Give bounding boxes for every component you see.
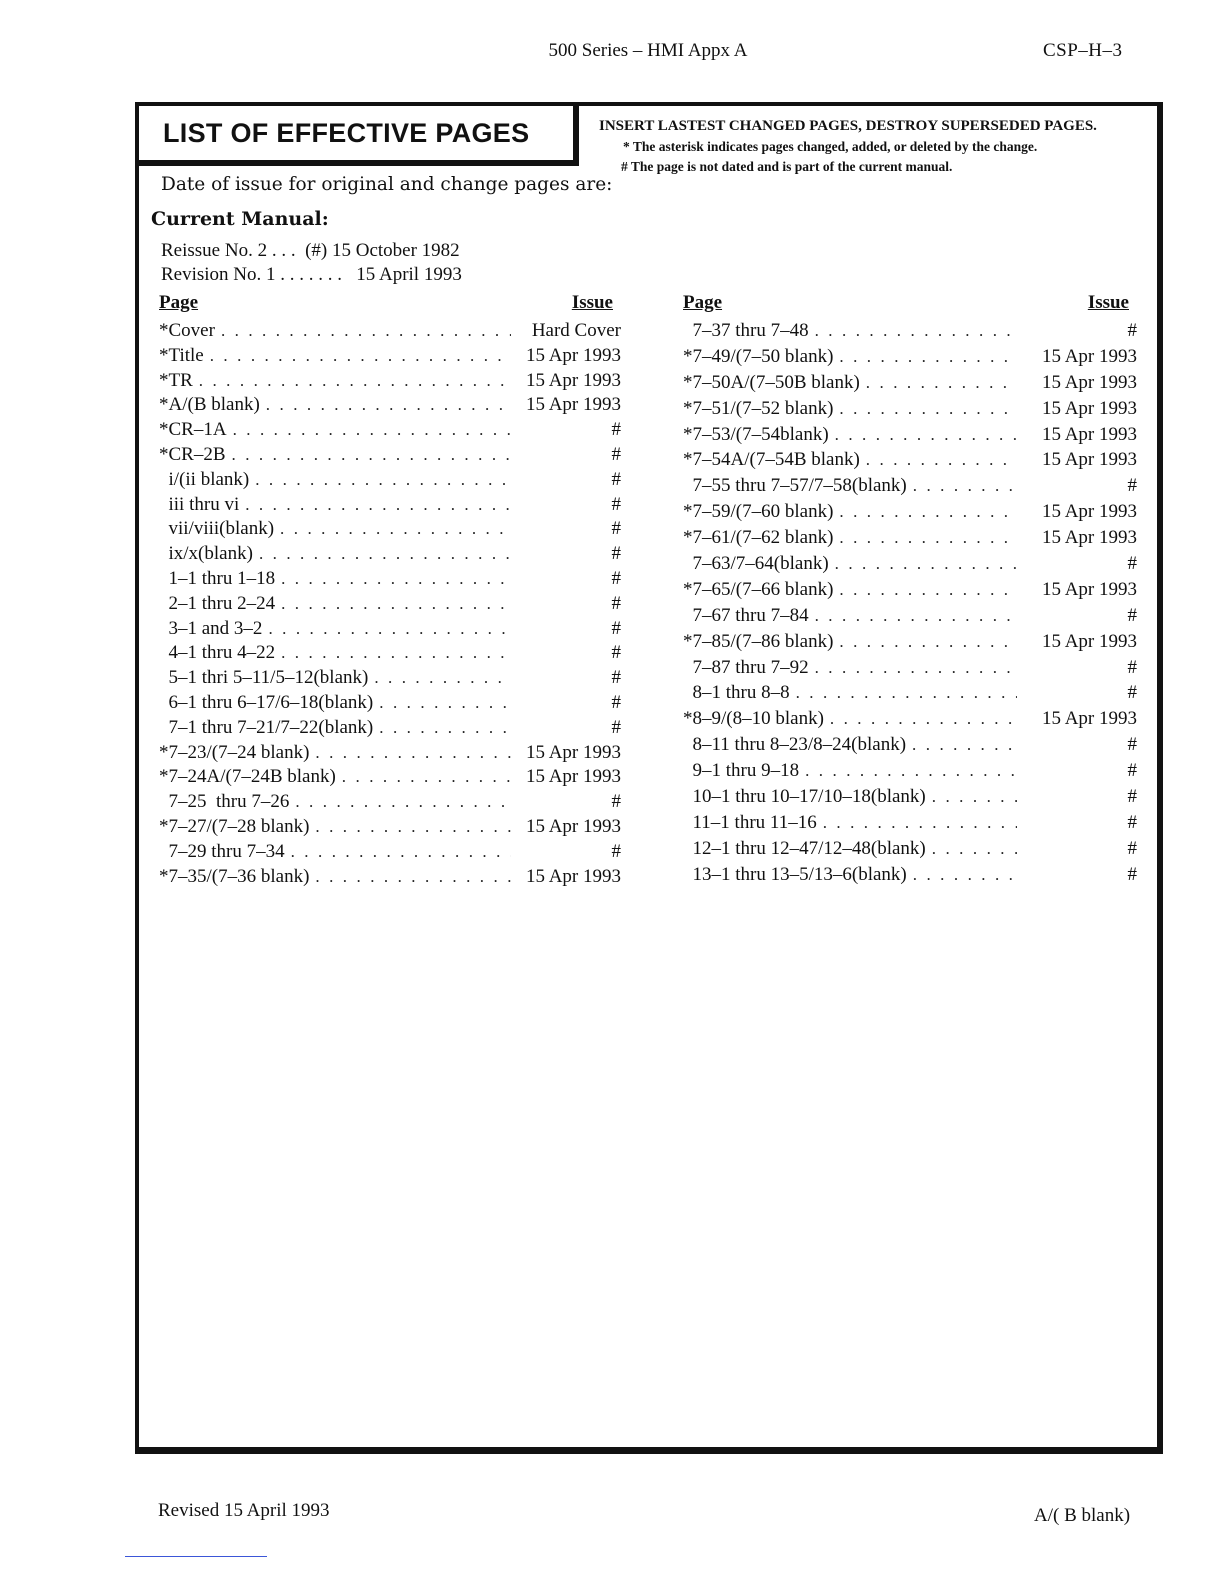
page-list-row bbox=[159, 370, 621, 395]
issue-date: 15 Apr 1993 bbox=[1042, 449, 1137, 471]
dot-leader bbox=[245, 495, 511, 515]
issue-date-text: Date of issue for original and change pages are: bbox=[161, 174, 613, 195]
notice-line-hash: # The page is not dated and is part of the current manual. bbox=[621, 159, 953, 174]
title-box bbox=[139, 106, 579, 166]
issue-date: # bbox=[611, 691, 621, 713]
page-list-row bbox=[683, 631, 1137, 657]
issue-date: # bbox=[1127, 475, 1137, 497]
page-range: 10–1 thru 10–17/10–18(blank) bbox=[683, 786, 926, 808]
dot-leader bbox=[932, 839, 1017, 859]
issue-date: # bbox=[611, 617, 621, 639]
dot-leader bbox=[839, 399, 1017, 419]
effective-pages-frame bbox=[135, 102, 1163, 1454]
page-list-row bbox=[683, 864, 1137, 890]
dot-leader bbox=[210, 346, 511, 366]
issue-date: # bbox=[611, 543, 621, 565]
dot-leader bbox=[259, 544, 511, 564]
dot-leader bbox=[291, 842, 511, 862]
page-range: *7–65/(7–66 blank) bbox=[683, 578, 834, 600]
dot-leader bbox=[281, 594, 511, 614]
dot-leader bbox=[233, 420, 511, 440]
issue-date: # bbox=[1127, 320, 1137, 341]
dot-leader bbox=[912, 735, 1017, 755]
page-list-row bbox=[159, 816, 621, 841]
notice-line-asterisk: * The asterisk indicates pages changed, added, or deleted by the change. bbox=[623, 139, 1038, 154]
issue-column-header: Issue bbox=[1087, 292, 1129, 313]
page-list-row bbox=[159, 642, 621, 667]
page-list-row bbox=[159, 667, 621, 692]
page-list-row bbox=[159, 320, 621, 345]
page-list-row bbox=[683, 605, 1137, 631]
footer-revised-date: Revised 15 April 1993 bbox=[158, 1500, 330, 1521]
page-list-row bbox=[683, 320, 1137, 346]
issue-date: # bbox=[1127, 863, 1137, 885]
page-range: *7–85/(7–86 blank) bbox=[683, 630, 834, 652]
page-list-row bbox=[683, 527, 1137, 553]
dot-leader bbox=[295, 792, 511, 812]
issue-date: # bbox=[1127, 604, 1137, 626]
issue-date: 15 Apr 1993 bbox=[1042, 630, 1137, 652]
page-range: 8–11 thru 8–23/8–24(blank) bbox=[683, 734, 907, 756]
right-rows bbox=[683, 320, 1137, 890]
issue-column-header: Issue bbox=[571, 292, 613, 313]
page-range: 12–1 thru 12–47/12–48(blank) bbox=[683, 837, 926, 859]
issue-date: 15 Apr 1993 bbox=[526, 865, 621, 887]
page-range: *7–53/(7–54blank) bbox=[683, 423, 829, 445]
page-range: *7–61/(7–62 blank) bbox=[683, 527, 834, 549]
footer-page-number: A/( B blank) bbox=[1034, 1505, 1131, 1526]
issue-date: # bbox=[1127, 837, 1137, 859]
page-list-row bbox=[159, 568, 621, 593]
running-header-title: 500 Series – HMI Appx A bbox=[548, 40, 748, 61]
page-list-row bbox=[159, 717, 621, 742]
issue-date: 15 Apr 1993 bbox=[526, 394, 621, 416]
left-column-header bbox=[159, 292, 621, 320]
page-list-row bbox=[683, 579, 1137, 605]
page-list-row bbox=[159, 469, 621, 494]
page-list-row bbox=[159, 742, 621, 767]
page-list-row bbox=[159, 419, 621, 444]
dot-leader bbox=[342, 767, 511, 787]
page-range: 7–87 thru 7–92 bbox=[683, 656, 809, 678]
issue-date: # bbox=[1127, 656, 1137, 678]
page-range: *CR–1A bbox=[159, 419, 227, 441]
dot-leader bbox=[232, 445, 511, 465]
page-range: *Cover bbox=[159, 320, 215, 341]
page-range: *7–23/(7–24 blank) bbox=[159, 741, 310, 763]
page-range: 4–1 thru 4–22 bbox=[159, 642, 276, 664]
page-list-row bbox=[683, 786, 1137, 812]
issue-date: # bbox=[611, 567, 621, 589]
dot-leader bbox=[835, 554, 1017, 574]
dot-leader bbox=[379, 718, 511, 738]
dot-leader bbox=[839, 632, 1017, 652]
issue-date: # bbox=[611, 716, 621, 738]
page-range: *A/(B blank) bbox=[159, 394, 260, 416]
page-range: *8–9/(8–10 blank) bbox=[683, 708, 824, 730]
issue-date: # bbox=[611, 493, 621, 515]
dot-leader bbox=[823, 813, 1017, 833]
page-list-row bbox=[159, 791, 621, 816]
issue-date: 15 Apr 1993 bbox=[1042, 397, 1137, 419]
page-list-row bbox=[159, 841, 621, 866]
page-range: ix/x(blank) bbox=[159, 543, 253, 565]
page-list-row bbox=[159, 394, 621, 419]
dot-leader bbox=[315, 743, 511, 763]
page-list-row bbox=[159, 692, 621, 717]
dot-leader bbox=[268, 619, 511, 639]
dot-leader bbox=[805, 761, 1017, 781]
dot-leader bbox=[315, 867, 511, 887]
page-range: *TR bbox=[159, 369, 193, 391]
issue-date: 15 Apr 1993 bbox=[1042, 423, 1137, 445]
dot-leader bbox=[830, 709, 1017, 729]
page-list-row bbox=[683, 682, 1137, 708]
page-range: vii/viii(blank) bbox=[159, 518, 275, 540]
page-list-row bbox=[159, 543, 621, 568]
left-page-list bbox=[159, 292, 621, 890]
right-page-list bbox=[683, 292, 1137, 890]
page-list-row bbox=[683, 475, 1137, 501]
dot-leader bbox=[315, 817, 511, 837]
issue-date: # bbox=[611, 642, 621, 664]
page-range: 7–25 thru 7–26 bbox=[159, 791, 290, 813]
issue-date: 15 Apr 1993 bbox=[1042, 578, 1137, 600]
dot-leader bbox=[839, 502, 1017, 522]
page-list-row bbox=[159, 593, 621, 618]
page-column-header: Page bbox=[159, 292, 199, 313]
dot-leader bbox=[932, 787, 1017, 807]
notice-line-insert: INSERT LASTEST CHANGED PAGES, DESTROY SUPERSEDED PAGES. bbox=[599, 118, 1097, 134]
dot-leader bbox=[280, 519, 511, 539]
dot-leader bbox=[835, 425, 1017, 445]
footer-rule bbox=[125, 1556, 267, 1557]
page-title: LIST OF EFFECTIVE PAGES bbox=[163, 117, 530, 148]
page-range: 13–1 thru 13–5/13–6(blank) bbox=[683, 863, 907, 885]
issue-date: 15 Apr 1993 bbox=[1042, 501, 1137, 523]
page-range: 6–1 thru 6–17/6–18(blank) bbox=[159, 691, 374, 713]
dot-leader bbox=[913, 865, 1017, 885]
page-list-row bbox=[683, 838, 1137, 864]
page-column-header: Page bbox=[683, 292, 723, 313]
issue-date: 15 Apr 1993 bbox=[1042, 527, 1137, 549]
issue-date: 15 Apr 1993 bbox=[526, 815, 621, 837]
issue-date: # bbox=[611, 840, 621, 862]
page-list-row bbox=[159, 518, 621, 543]
issue-date: 15 Apr 1993 bbox=[526, 741, 621, 763]
page-range: *7–59/(7–60 blank) bbox=[683, 501, 834, 523]
right-column-header bbox=[683, 292, 1137, 320]
page-list-row bbox=[683, 424, 1137, 450]
page-list-row bbox=[683, 449, 1137, 475]
page-range: 5–1 thri 5–11/5–12(blank) bbox=[159, 667, 369, 689]
page-range: *7–35/(7–36 blank) bbox=[159, 865, 310, 887]
issue-date: 15 Apr 1993 bbox=[1042, 708, 1137, 730]
dot-leader bbox=[281, 569, 511, 589]
page-range: 7–55 thru 7–57/7–58(blank) bbox=[683, 475, 907, 497]
page-range: 7–37 thru 7–48 bbox=[683, 320, 809, 341]
page-range: 7–29 thru 7–34 bbox=[159, 840, 285, 862]
page-list-row bbox=[683, 657, 1137, 683]
revision-line: Revision No. 1 . . . . . . . 15 April 1993 bbox=[161, 264, 462, 285]
issue-date: # bbox=[611, 791, 621, 813]
page-list-row bbox=[159, 618, 621, 643]
issue-date: # bbox=[611, 468, 621, 490]
issue-date: # bbox=[611, 592, 621, 614]
dot-leader bbox=[839, 528, 1017, 548]
page-list-row bbox=[159, 494, 621, 519]
page-list-row bbox=[159, 766, 621, 791]
issue-date: # bbox=[611, 443, 621, 465]
page-range: *7–54A/(7–54B blank) bbox=[683, 449, 860, 471]
dot-leader bbox=[815, 606, 1017, 626]
page-range: 3–1 and 3–2 bbox=[159, 617, 263, 639]
issue-date: # bbox=[1127, 786, 1137, 808]
reissue-line: Reissue No. 2 . . . (#) 15 October 1982 bbox=[161, 240, 460, 261]
issue-date: Hard Cover bbox=[531, 320, 621, 341]
page-range: *7–49/(7–50 blank) bbox=[683, 345, 834, 367]
issue-date: # bbox=[611, 667, 621, 689]
page-list-row bbox=[159, 866, 621, 891]
dot-leader bbox=[221, 321, 511, 341]
issue-date: # bbox=[1127, 760, 1137, 782]
dot-leader bbox=[255, 470, 511, 490]
issue-date: 15 Apr 1993 bbox=[1042, 371, 1137, 393]
page-list-row bbox=[683, 501, 1137, 527]
page-range: 9–1 thru 9–18 bbox=[683, 760, 800, 782]
dot-leader bbox=[913, 476, 1017, 496]
issue-date: 15 Apr 1993 bbox=[526, 369, 621, 391]
running-header-doc-id: CSP–H–3 bbox=[1043, 40, 1123, 61]
page-range: *7–24A/(7–24B blank) bbox=[159, 766, 336, 788]
dot-leader bbox=[379, 693, 511, 713]
issue-date: # bbox=[1127, 734, 1137, 756]
dot-leader bbox=[866, 373, 1017, 393]
page-list-row bbox=[683, 734, 1137, 760]
page-range: *7–51/(7–52 blank) bbox=[683, 397, 834, 419]
page-list-row bbox=[683, 812, 1137, 838]
page-list-row bbox=[683, 372, 1137, 398]
page-range: 7–67 thru 7–84 bbox=[683, 604, 809, 626]
issue-date: # bbox=[1127, 682, 1137, 704]
page-range: *Title bbox=[159, 344, 204, 366]
left-rows bbox=[159, 320, 621, 890]
page-list-row bbox=[683, 760, 1137, 786]
dot-leader bbox=[796, 683, 1017, 703]
page-range: *7–50A/(7–50B blank) bbox=[683, 371, 860, 393]
page-list-row bbox=[683, 398, 1137, 424]
page-range: i/(ii blank) bbox=[159, 468, 250, 490]
page-list-row bbox=[683, 346, 1137, 372]
page-list-row bbox=[683, 553, 1137, 579]
page-range: 7–1 thru 7–21/7–22(blank) bbox=[159, 716, 374, 738]
dot-leader bbox=[866, 450, 1017, 470]
issue-date: 15 Apr 1993 bbox=[526, 344, 621, 366]
page-list-row bbox=[683, 708, 1137, 734]
current-manual-label: Current Manual: bbox=[151, 208, 329, 230]
page-range: 8–1 thru 8–8 bbox=[683, 682, 790, 704]
dot-leader bbox=[815, 658, 1017, 678]
issue-date: # bbox=[1127, 553, 1137, 575]
dot-leader bbox=[199, 371, 511, 391]
issue-date: 15 Apr 1993 bbox=[1042, 345, 1137, 367]
dot-leader bbox=[815, 321, 1017, 341]
page-range: 7–63/7–64(blank) bbox=[683, 553, 829, 575]
page-range: iii thru vi bbox=[159, 493, 240, 515]
page-list-row bbox=[159, 444, 621, 469]
issue-date: # bbox=[1127, 811, 1137, 833]
page-range: *CR–2B bbox=[159, 443, 226, 465]
page-list-row bbox=[159, 345, 621, 370]
dot-leader bbox=[281, 643, 511, 663]
issue-date: 15 Apr 1993 bbox=[526, 766, 621, 788]
insert-notice bbox=[599, 118, 1139, 175]
dot-leader bbox=[374, 668, 511, 688]
page-range: *7–27/(7–28 blank) bbox=[159, 815, 310, 837]
page-range: 1–1 thru 1–18 bbox=[159, 567, 276, 589]
page-range: 2–1 thru 2–24 bbox=[159, 592, 276, 614]
dot-leader bbox=[839, 347, 1017, 367]
dot-leader bbox=[839, 580, 1017, 600]
issue-date: # bbox=[611, 419, 621, 441]
page-range: 11–1 thru 11–16 bbox=[683, 811, 817, 833]
issue-date: # bbox=[611, 518, 621, 540]
dot-leader bbox=[266, 395, 511, 415]
